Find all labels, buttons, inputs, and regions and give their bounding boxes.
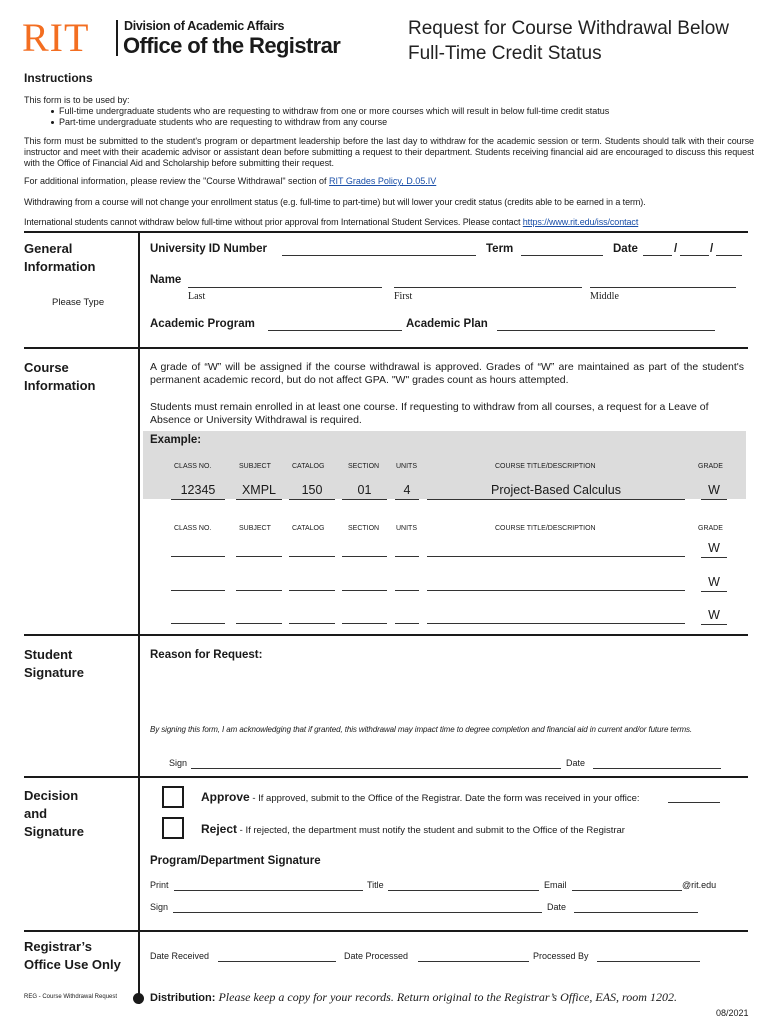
section-divider bbox=[138, 231, 140, 347]
column-header: CLASS NO. bbox=[174, 463, 212, 470]
course-title-field[interactable] bbox=[427, 590, 685, 591]
email-domain: @rit.edu bbox=[682, 880, 717, 890]
received-date-field[interactable] bbox=[668, 802, 720, 803]
print-name-field[interactable] bbox=[174, 890, 363, 891]
academic-program-label: Academic Program bbox=[150, 318, 255, 330]
email-field[interactable] bbox=[572, 890, 682, 891]
distribution-note: Distribution: Please keep a copy for your records. Return original to the Registrar’s Office, EAS, room 1202. bbox=[150, 990, 677, 1004]
approve-checkbox[interactable] bbox=[162, 786, 184, 808]
instructions-intro: This form is to be used by: bbox=[24, 95, 130, 105]
instructions-bullet: Full-time undergraduate students who are requesting to withdraw from one or more courses which will result in below full-time credit status bbox=[48, 106, 754, 117]
section-divider bbox=[138, 634, 140, 776]
section-rule bbox=[24, 776, 748, 778]
grades-policy-link[interactable]: RIT Grades Policy, D.05.IV bbox=[329, 176, 437, 186]
section-field[interactable] bbox=[342, 590, 387, 591]
grade-value: W bbox=[701, 575, 727, 592]
title-field[interactable] bbox=[388, 890, 539, 891]
date-processed-field[interactable] bbox=[418, 961, 529, 962]
student-date-label: Date bbox=[566, 758, 586, 768]
international-paragraph: International students cannot withdraw below full-time without prior approval from International Student Services. Please contact https://www.rit.edu/iss/contact bbox=[24, 217, 639, 227]
acknowledgement-text: By signing this form, I am acknowledging that if granted, this withdrawal may impact time to degree completion and financial aid in current and/or future terms. bbox=[150, 725, 693, 734]
first-caption: First bbox=[394, 291, 413, 302]
email-label: Email bbox=[544, 880, 567, 890]
term-label: Term bbox=[486, 243, 514, 255]
print-label: Print bbox=[150, 880, 169, 890]
dept-signature-field[interactable] bbox=[173, 912, 542, 913]
enrollment-requirement-paragraph: Students must remain enrolled in at least one course. If requesting to withdraw from all courses, a request for a Leave of Absence or University Withdrawal is required. bbox=[150, 401, 709, 426]
form-code: REG - Course Withdrawal Request bbox=[24, 994, 118, 1000]
date-month-field[interactable] bbox=[643, 255, 672, 256]
column-header: UNITS bbox=[396, 525, 417, 532]
dept-date-label: Date bbox=[547, 902, 567, 912]
grade-w-paragraph: A grade of “W” will be assigned if the course withdrawal is approved. Grades of “W” are maintained as part of the student's permanent academic record, but do not affect GPA. "W" grades count as hours attempted. bbox=[150, 361, 744, 386]
date-separator: / bbox=[710, 243, 714, 255]
reject-option: Reject - If rejected, the department must notify the student and submit to the Office of the Registrar bbox=[201, 822, 625, 836]
subject-field[interactable] bbox=[236, 556, 282, 557]
example-catalog: 150 bbox=[289, 483, 335, 500]
example-subject: XMPL bbox=[236, 483, 282, 500]
decision-heading: Decision and Signature bbox=[24, 788, 84, 839]
grade-value: W bbox=[701, 608, 727, 625]
section-rule bbox=[24, 231, 748, 233]
section-field[interactable] bbox=[342, 623, 387, 624]
column-header: CLASS NO. bbox=[174, 525, 212, 532]
policy-paragraph: For additional information, please review the "Course Withdrawal" section of RIT Grades Policy, D.05.IV bbox=[24, 176, 437, 186]
column-header: UNITS bbox=[396, 463, 417, 470]
term-field[interactable] bbox=[521, 255, 603, 256]
form-title: Request for Course Withdrawal Below Full-Time Credit Status bbox=[408, 18, 730, 64]
column-header: COURSE TITLE/DESCRIPTION bbox=[495, 525, 596, 532]
student-sign-label: Sign bbox=[169, 758, 188, 768]
catalog-field[interactable] bbox=[289, 556, 335, 557]
reason-field[interactable] bbox=[150, 666, 744, 718]
please-type-label: Please Type bbox=[52, 297, 105, 308]
class-no-field[interactable] bbox=[171, 623, 225, 624]
column-header: SECTION bbox=[348, 525, 380, 532]
date-received-field[interactable] bbox=[218, 961, 336, 962]
last-caption: Last bbox=[188, 291, 206, 302]
date-processed-label: Date Processed bbox=[344, 951, 409, 961]
instructions-paragraph: This form must be submitted to the student's program or department leadership before the last day to withdraw for the academic session or term. Students should talk with their course instructor and meet with their academic advisor or assistant dean before submitting a request to their department. Students receiving financial aid are encouraged to discuss this request with the Office of Financial Aid and Scholarship before submitting their request. bbox=[24, 136, 754, 168]
course-title-field[interactable] bbox=[427, 623, 685, 624]
distribution-bullet bbox=[133, 993, 144, 1004]
student-signature-field[interactable] bbox=[191, 768, 561, 769]
iss-contact-link[interactable]: https://www.rit.edu/iss/contact bbox=[522, 217, 639, 227]
section-field[interactable] bbox=[342, 556, 387, 557]
subject-field[interactable] bbox=[236, 623, 282, 624]
date-received-label: Date Received bbox=[150, 951, 210, 961]
example-label: Example: bbox=[150, 434, 202, 446]
instructions-heading: Instructions bbox=[24, 71, 93, 85]
dept-date-field[interactable] bbox=[574, 912, 698, 913]
column-header: SUBJECT bbox=[239, 525, 271, 532]
instructions-bullet: Part-time undergraduate students who are requesting to withdraw from any course bbox=[48, 117, 754, 128]
dept-signature-label: Program/Department Signature bbox=[150, 855, 321, 867]
section-rule bbox=[24, 634, 748, 636]
division-name: Division of Academic Affairs bbox=[124, 19, 285, 33]
middle-name-field[interactable] bbox=[590, 287, 736, 288]
date-day-field[interactable] bbox=[680, 255, 709, 256]
grade-value: W bbox=[701, 541, 727, 558]
general-heading: General Information bbox=[24, 241, 96, 274]
enrollment-paragraph: Withdrawing from a course will not change your enrollment status (e.g. full-time to part-time) but will lower your credit status (credits able to be earned in a term). bbox=[24, 197, 646, 207]
date-label: Date bbox=[613, 243, 638, 255]
example-grade: W bbox=[701, 483, 727, 500]
units-field[interactable] bbox=[395, 556, 419, 557]
uid-label: University ID Number bbox=[150, 243, 267, 255]
example-title: Project-Based Calculus bbox=[427, 483, 685, 500]
instructions-block bbox=[24, 95, 754, 228]
section-divider bbox=[138, 347, 140, 634]
name-label: Name bbox=[150, 274, 182, 286]
processed-by-field[interactable] bbox=[597, 961, 700, 962]
course-title-field[interactable] bbox=[427, 556, 685, 557]
class-no-field[interactable] bbox=[171, 556, 225, 557]
approve-option: Approve - If approved, submit to the Office of the Registrar. Date the form was received in your office: bbox=[201, 790, 640, 804]
student-date-field[interactable] bbox=[593, 768, 721, 769]
date-separator: / bbox=[674, 243, 678, 255]
dept-sign-label: Sign bbox=[150, 902, 169, 912]
reason-label: Reason for Request: bbox=[150, 649, 263, 661]
units-field[interactable] bbox=[395, 590, 419, 591]
student-heading: Student Signature bbox=[24, 647, 84, 680]
last-name-field[interactable] bbox=[188, 287, 382, 288]
class-no-field[interactable] bbox=[171, 590, 225, 591]
section-rule bbox=[24, 347, 748, 349]
first-name-field[interactable] bbox=[394, 287, 582, 288]
column-header: SUBJECT bbox=[239, 463, 271, 470]
logo-divider bbox=[116, 20, 118, 56]
column-header: GRADE bbox=[698, 463, 723, 470]
column-header: CATALOG bbox=[292, 463, 325, 470]
rit-logo: RIT bbox=[22, 15, 90, 60]
example-section: 01 bbox=[342, 483, 387, 500]
date-year-field[interactable] bbox=[716, 255, 742, 256]
catalog-field[interactable] bbox=[289, 623, 335, 624]
subject-field[interactable] bbox=[236, 590, 282, 591]
academic-plan-label: Academic Plan bbox=[406, 318, 488, 330]
example-units: 4 bbox=[395, 483, 419, 500]
units-field[interactable] bbox=[395, 623, 419, 624]
middle-caption: Middle bbox=[590, 291, 619, 302]
catalog-field[interactable] bbox=[289, 590, 335, 591]
column-header: COURSE TITLE/DESCRIPTION bbox=[495, 463, 596, 470]
section-divider bbox=[138, 776, 140, 930]
office-name: Office of the Registrar bbox=[123, 33, 341, 58]
section-rule bbox=[24, 930, 748, 932]
academic-plan-field[interactable] bbox=[497, 330, 715, 331]
revision-date: 08/2021 bbox=[716, 1008, 749, 1018]
column-header: GRADE bbox=[698, 525, 723, 532]
academic-program-field[interactable] bbox=[268, 330, 402, 331]
processed-by-label: Processed By bbox=[533, 951, 589, 961]
example-class-no: 12345 bbox=[171, 483, 225, 500]
registrar-heading: Registrar’s Office Use Only bbox=[24, 939, 121, 972]
column-header: CATALOG bbox=[292, 525, 325, 532]
title-label: Title bbox=[367, 880, 384, 890]
course-heading: Course Information bbox=[24, 360, 96, 393]
uid-field[interactable] bbox=[282, 255, 476, 256]
column-header: SECTION bbox=[348, 463, 380, 470]
reject-checkbox[interactable] bbox=[162, 817, 184, 839]
